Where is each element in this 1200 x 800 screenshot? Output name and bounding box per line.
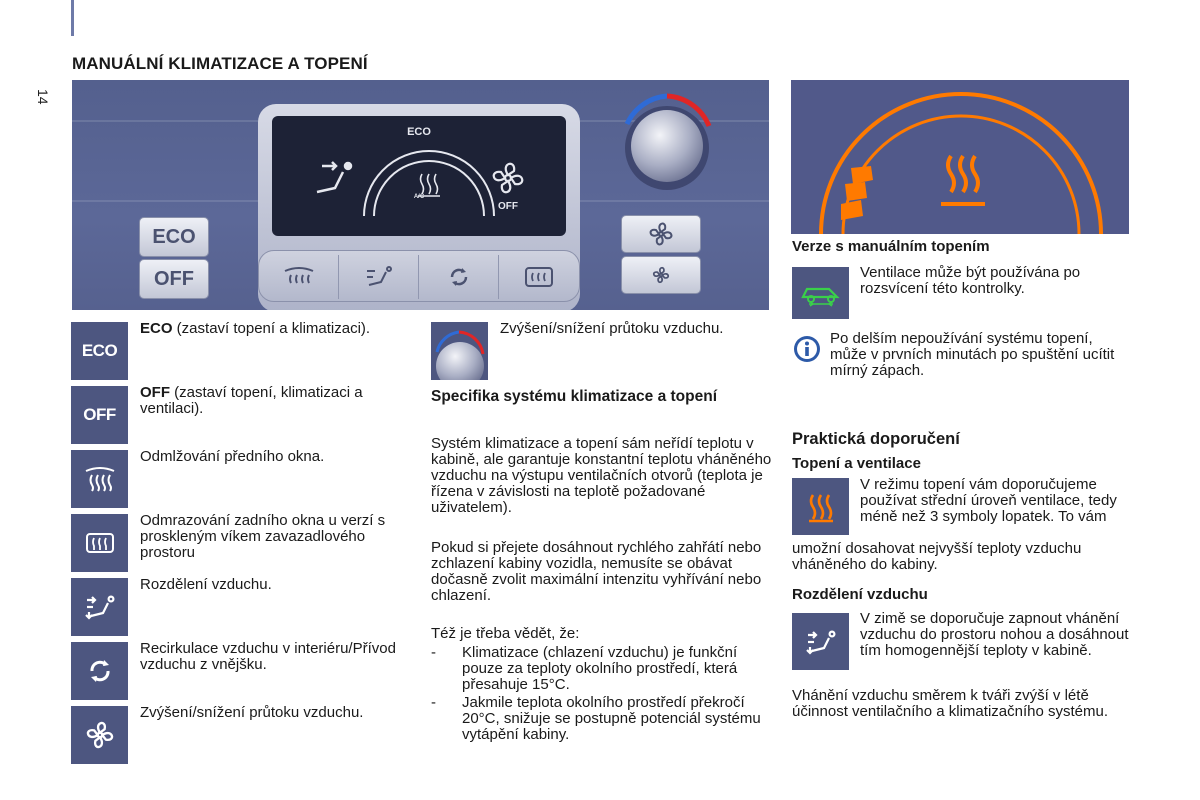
screen-eco-label: ECO — [407, 126, 431, 138]
rear-defrost-box — [71, 514, 128, 572]
final-text: Vhánění vzduchu směrem k tváři zvýší v létě účinnost ventilačního a klimatizačního systému. — [792, 687, 1108, 720]
info-text: Po delším nepoužívání systému topení, může v prvních minutách po spuštění ucítit mírný zápach. — [830, 330, 1115, 379]
system-specifics-heading: Specifika systému klimatizace a topení — [431, 388, 718, 405]
knob-thumbnail-icon — [431, 322, 488, 380]
dial-heat-icon — [948, 156, 978, 192]
legend-rear-defrost: Odmrazování zadního okna u verzí s proskleným víkem zavazadlového prostoru — [140, 512, 386, 561]
panel-recirculation-icon — [419, 255, 499, 299]
air-distribution-icon — [83, 592, 117, 622]
legend-eco: ECO (zastaví topení a klimatizaci). — [140, 320, 371, 337]
system-para-3: Též je třeba vědět, že: — [431, 625, 580, 642]
legend-off: OFF (zastaví topení, klimatizaci a ventilaci). — [140, 384, 363, 417]
manual-heating-dial-illustration — [791, 80, 1129, 234]
list-item: - Jakmile teplota okolního prostředí překročí 20°C, snižuje se postupně potenciál systému vytápění kabiny. — [431, 695, 776, 743]
display-screen — [272, 116, 566, 236]
legend-fan: Zvýšení/snížení průtoku vzduchu. — [140, 704, 364, 721]
legend-windshield-defrost: Odmlžování předního okna. — [140, 448, 325, 465]
air-distribution-box — [71, 578, 128, 636]
list-item: - Klimatizace (chlazení vzduchu) je funkční pouze za teploty okolního prostředí, která přesahuje 15°C. — [431, 645, 776, 693]
fan-icon — [85, 720, 115, 750]
panel-eco-button: ECO — [139, 217, 209, 257]
ventilation-text: Ventilace může být používána po rozsvícení této kontrolky. — [860, 264, 1081, 297]
off-icon: OFF — [83, 405, 116, 424]
dial-caption: Verze s manuálním topením — [792, 238, 990, 255]
vehicle-ventilation-icon — [797, 279, 845, 307]
panel-rear-defrost-icon — [499, 255, 579, 299]
eco-icon: ECO — [81, 341, 118, 360]
legend-recirculation: Recirkulace vzduchu v interiéru/Přívod vzduchu z vnějšku. — [140, 640, 396, 673]
heating-text-b: umožní dosahovat nejvyšší teploty vzduchu vháněného do kabiny. — [792, 540, 1082, 573]
recirculation-box — [71, 642, 128, 700]
panel-fan-down-icon — [621, 256, 701, 294]
eco-icon-box — [71, 322, 128, 380]
heating-icon — [806, 491, 836, 523]
heating-icon-box — [792, 478, 849, 535]
temperature-knob — [607, 84, 727, 204]
panel-air-distribution-icon — [339, 255, 419, 299]
system-para-2: Pokud si přejete dosáhnout rychlého zahřátí nebo zchlazení kabiny vozidla, nemusíte se obávat dočasně zvolit maximální intenzitu vyhřívání nebo chlazení. — [431, 539, 762, 604]
recommendations-heading: Praktická doporučení — [792, 430, 960, 448]
fan-box — [71, 706, 128, 764]
heating-text-a: V režimu topení vám doporučujeme používat střední úroveň ventilace, tedy méně než 3 symboly lopatek. To vám — [860, 476, 1117, 525]
screen-air-distribution-icon — [317, 162, 351, 192]
off-icon-box — [71, 386, 128, 444]
recirculation-icon — [85, 656, 115, 686]
ventilation-indicator-box — [792, 267, 849, 319]
info-icon — [792, 334, 822, 364]
screen-ac-label: A/C — [413, 194, 425, 200]
system-notes-list — [431, 645, 776, 743]
panel-off-button: OFF — [139, 259, 209, 299]
distribution-icon-box — [792, 613, 849, 670]
page-number: 14 — [35, 89, 51, 105]
rear-defrost-icon — [82, 528, 118, 558]
page-title: MANUÁLNÍ KLIMATIZACE A TOPENÍ — [72, 54, 368, 73]
screen-graphics — [272, 116, 566, 236]
accent-bar — [71, 0, 74, 36]
panel-windshield-defrost-icon — [259, 255, 339, 299]
distribution-subheading: Rozdělení vzduchu — [792, 586, 928, 603]
distribution-text: V zimě se doporučuje zapnout vhánění vzduchu do prostoru nohou a dosáhnout tím homogennější teploty v kabině. — [860, 610, 1129, 659]
system-para-1: Systém klimatizace a topení sám neřídí teplotu v kabině, ale garantuje konstantní teplotu vháněného vzduchu na výstupu ventilačních otvorů (teplota je řízena v závislosti na teplotě požadované uživatelem). — [431, 435, 772, 516]
panel-fan-up-icon — [621, 215, 701, 253]
panel-button-row — [258, 250, 580, 302]
screen-fan-icon — [494, 164, 522, 192]
heating-subheading: Topení a ventilace — [792, 455, 921, 472]
knob-text: Zvýšení/snížení průtoku vzduchu. — [500, 320, 724, 337]
control-panel-illustration — [72, 80, 769, 310]
screen-off-label: OFF — [498, 201, 518, 212]
windshield-defrost-icon — [82, 464, 118, 494]
legend-air-distribution: Rozdělení vzduchu. — [140, 576, 272, 593]
windshield-defrost-box — [71, 450, 128, 508]
air-distribution-icon — [804, 627, 838, 657]
